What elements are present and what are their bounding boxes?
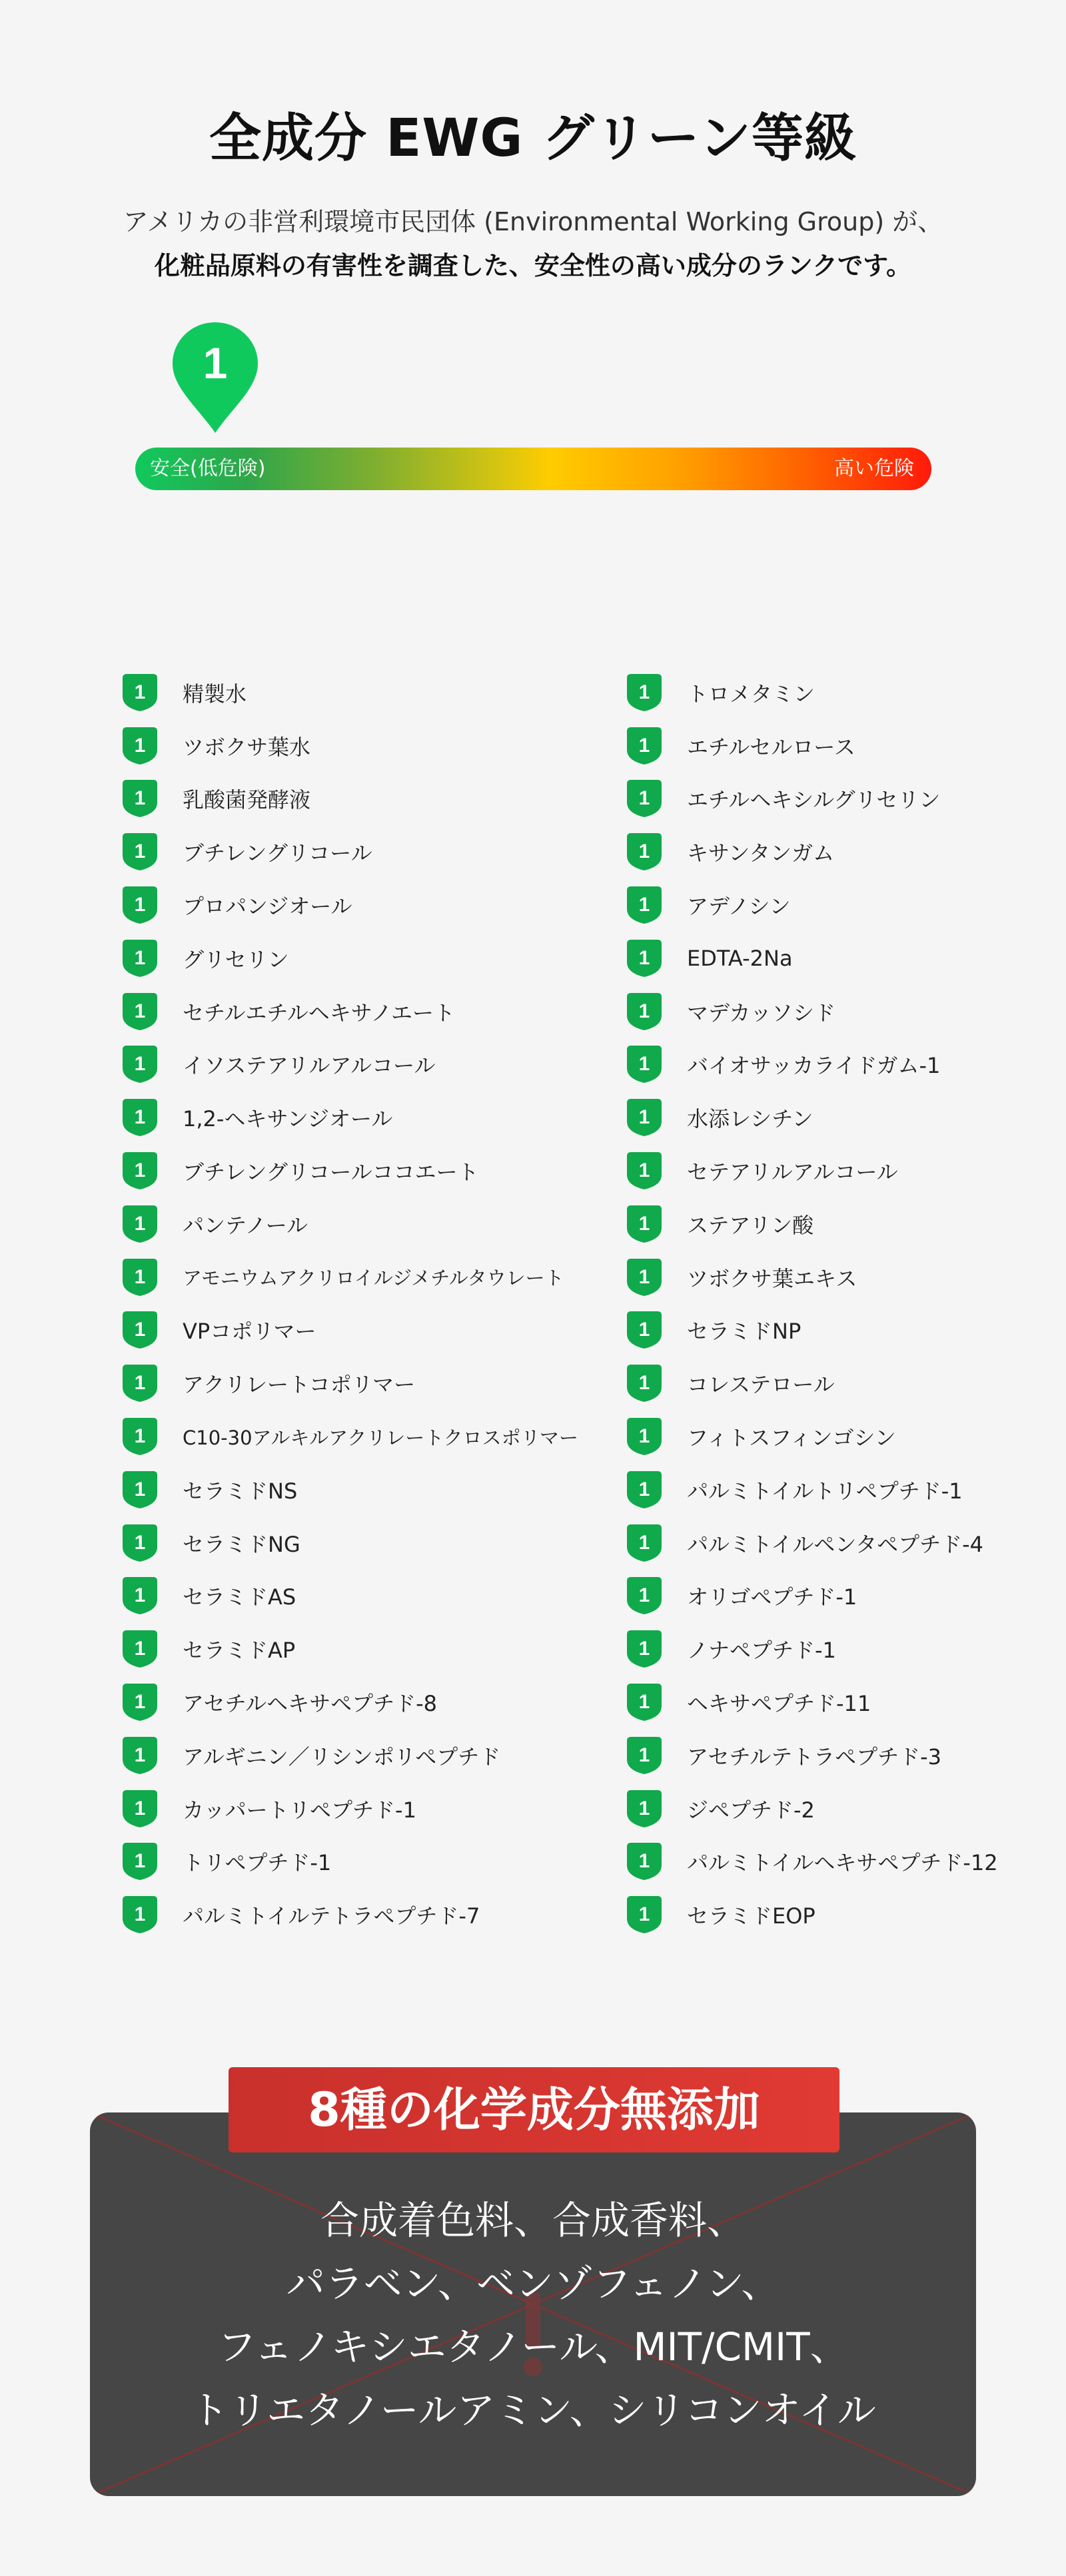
grade-badge-value: 1	[134, 946, 146, 969]
ingredient-item	[626, 1782, 1066, 1835]
ingredient-item	[626, 1357, 1066, 1410]
ingredient-item	[121, 1091, 588, 1144]
grade-badge-value: 1	[134, 1744, 146, 1766]
ingredient-item	[626, 1091, 1066, 1144]
grade-badge-icon	[121, 726, 159, 766]
grade-badge-value: 1	[134, 1319, 146, 1341]
free-from-line: 合成着色料、合成香料、	[320, 2198, 746, 2243]
grade-badge-value: 1	[638, 1584, 650, 1607]
intro-line-1: アメリカの非営利環境市民団体 (Environmental Working Group) が、	[123, 207, 943, 236]
map-pin-icon	[171, 321, 259, 434]
grade-badge-value: 1	[134, 1053, 146, 1076]
grade-badge-icon	[626, 673, 663, 713]
grade-badge-value: 1	[134, 1212, 146, 1235]
grade-badge-icon	[626, 1523, 663, 1563]
ingredient-name: トロメタミン	[687, 681, 815, 707]
grade-badge-value: 1	[134, 840, 146, 863]
ingredient-item	[121, 1304, 588, 1357]
grade-badge-value: 1	[638, 1797, 650, 1819]
ingredient-name: セチルエチルヘキサノエート	[183, 1000, 455, 1026]
grade-badge-icon	[121, 885, 159, 925]
ingredient-name: エチルセルロース	[687, 734, 855, 760]
ingredient-item	[626, 985, 1066, 1038]
grade-badge-icon	[121, 832, 159, 872]
grade-badge-icon	[626, 726, 663, 766]
grade-badge-icon	[626, 1151, 663, 1191]
grade-badge-value: 1	[638, 1478, 650, 1500]
ingredient-name: ヘキサペプチド-11	[687, 1691, 871, 1717]
ingredient-name: パルミトイルテトラペプチド-7	[183, 1903, 480, 1929]
grade-badge-value: 1	[134, 1691, 146, 1714]
ingredient-name: セラミドNS	[183, 1478, 298, 1504]
grade-badge-value: 1	[638, 1425, 650, 1448]
grade-badge-value: 1	[134, 1584, 146, 1607]
grade-badge-value: 1	[134, 734, 146, 757]
ingredient-name: パルミトイルペンタペプチド-4	[687, 1531, 984, 1557]
grade-badge-icon	[626, 1098, 663, 1137]
ingredient-name: ブチレングリコールココエート	[183, 1159, 479, 1185]
grade-marker	[171, 321, 259, 409]
ingredient-item	[121, 985, 588, 1038]
grade-badge-value: 1	[638, 734, 650, 757]
ingredient-item	[626, 1038, 1066, 1092]
grade-badge-value: 1	[134, 1425, 146, 1448]
grade-badge-icon	[121, 673, 159, 713]
scale-safe-label: 安全(低危険)	[150, 457, 266, 480]
grade-badge-icon	[121, 1576, 159, 1616]
grade-badge-icon	[121, 1257, 159, 1297]
ingredient-name: トリペプチド-1	[183, 1850, 332, 1876]
grade-badge-value: 1	[638, 946, 650, 969]
grade-badge-value: 1	[638, 894, 650, 916]
ingredient-name: ツボクサ葉水	[183, 734, 311, 760]
ingredient-item	[626, 773, 1066, 826]
ingredient-item	[626, 1144, 1066, 1197]
ingredient-item	[626, 932, 1066, 985]
ingredient-item	[626, 1729, 1066, 1782]
ingredient-name: C10-30アルキルアクリレートクロスポリマー	[183, 1426, 579, 1449]
grade-badge-icon	[121, 1310, 159, 1350]
grade-badge-icon	[626, 1417, 663, 1456]
grade-badge-icon	[626, 1789, 663, 1829]
intro-line-2: 化粧品原料の有害性を調査した、安全性の高い成分のランクです。	[154, 251, 912, 280]
ingredient-item	[626, 1835, 1066, 1889]
ingredient-name: VPコポリマー	[183, 1319, 316, 1345]
grade-badge-icon	[121, 1629, 159, 1669]
ingredient-name: セラミドAS	[183, 1584, 296, 1610]
ingredient-item	[121, 719, 588, 773]
ingredient-item	[121, 666, 588, 719]
ingredient-name: アデノシン	[687, 894, 791, 920]
grade-badge-value: 1	[638, 1744, 650, 1766]
ingredient-name: アモニウムアクリロイルジメチルタウレート	[183, 1267, 564, 1290]
ingredient-item	[121, 1676, 588, 1729]
ingredient-name: セラミドNG	[183, 1531, 300, 1557]
ingredient-name: セテアリルアルコール	[687, 1159, 898, 1185]
grade-badge-icon	[626, 832, 663, 872]
ingredient-name: アセチルヘキサペプチド-8	[183, 1691, 437, 1717]
ingredient-name: パルミトイルトリペプチド-1	[687, 1478, 963, 1504]
ingredient-name: 1,2-ヘキサンジオール	[183, 1106, 393, 1132]
ingredient-name: ステアリン酸	[687, 1212, 814, 1238]
free-from-line: トリエタノールアミン、シリコンオイル	[190, 2388, 876, 2433]
grade-badge-icon	[626, 1629, 663, 1669]
ingredient-name: オリゴペプチド-1	[687, 1584, 857, 1610]
grade-badge-value: 1	[638, 787, 650, 810]
grade-badge-icon	[121, 992, 159, 1032]
grade-badge-value: 1	[134, 681, 146, 703]
grade-badge-value: 1	[638, 1159, 650, 1182]
ingredient-name: イソステアリルアルコール	[183, 1053, 436, 1079]
ingredient-name: マデカッソシド	[687, 1000, 836, 1026]
grade-badge-icon	[121, 1895, 159, 1935]
ingredient-item	[626, 1888, 1066, 1941]
ingredient-name: ブチレングリコール	[183, 840, 372, 866]
ingredient-item	[121, 1357, 588, 1410]
page-title: 全成分 EWG グリーン等級	[209, 109, 857, 168]
ingredient-item	[626, 1251, 1066, 1304]
ingredient-item	[626, 1304, 1066, 1357]
grade-badge-value: 1	[638, 1903, 650, 1926]
grade-badge-value: 1	[134, 1265, 146, 1288]
ingredient-name: セラミドAP	[183, 1638, 296, 1664]
grade-badge-icon	[626, 1682, 663, 1722]
ingredient-name: セラミドNP	[687, 1319, 801, 1345]
grade-badge-value: 1	[638, 840, 650, 863]
grade-badge-icon	[626, 1576, 663, 1616]
grade-badge-icon	[626, 1204, 663, 1244]
grade-badge-icon	[626, 1044, 663, 1084]
ingredient-name: パルミトイルヘキサペプチド-12	[687, 1850, 998, 1876]
grade-badge-icon	[121, 1470, 159, 1510]
ingredient-name: 精製水	[183, 681, 247, 707]
ingredient-name: カッパートリペプチド-1	[183, 1797, 416, 1823]
grade-badge-value: 1	[134, 1903, 146, 1926]
ingredient-item	[121, 1888, 588, 1941]
ingredient-item	[121, 1197, 588, 1251]
ingredient-item	[121, 1835, 588, 1889]
grade-badge-icon	[121, 1151, 159, 1191]
grade-badge-icon	[626, 779, 663, 818]
ingredient-item	[121, 1038, 588, 1092]
grade-badge-value: 1	[134, 1106, 146, 1129]
grade-badge-icon	[121, 1682, 159, 1722]
grade-badge-icon	[626, 938, 663, 978]
grade-badge-value: 1	[638, 1000, 650, 1022]
grade-badge-icon	[626, 1470, 663, 1510]
ingredient-name: グリセリン	[183, 946, 289, 972]
grade-badge-value: 1	[134, 787, 146, 810]
ingredient-item	[121, 1516, 588, 1570]
ingredient-item	[626, 1622, 1066, 1676]
ingredient-item	[121, 1251, 588, 1304]
grade-badge-icon	[121, 1417, 159, 1456]
ingredient-column-left	[121, 666, 588, 1941]
grade-badge-icon	[626, 1736, 663, 1775]
ingredient-item	[626, 878, 1066, 932]
ingredient-name: フィトスフィンゴシン	[687, 1425, 896, 1451]
grade-badge-icon	[121, 1789, 159, 1829]
ingredient-name: バイオサッカライドガム-1	[687, 1053, 941, 1079]
grade-badge-icon	[626, 1310, 663, 1350]
grade-badge-value: 1	[134, 1797, 146, 1819]
ingredient-name: プロパンジオール	[183, 894, 352, 920]
ingredient-item	[121, 1570, 588, 1623]
ingredient-name: ジペプチド-2	[687, 1797, 815, 1823]
ingredient-name: アルギニン／リシンポリペプチド	[183, 1744, 501, 1770]
ingredient-name: エチルヘキシルグリセリン	[687, 787, 941, 813]
grade-badge-icon	[121, 779, 159, 818]
ingredient-item	[626, 1197, 1066, 1251]
ingredient-item	[121, 1782, 588, 1835]
ingredient-name: 乳酸菌発酵液	[183, 787, 311, 813]
ingredient-name: パンテノール	[183, 1212, 308, 1238]
grade-badge-value: 1	[134, 1531, 146, 1554]
ewg-scale-bar	[135, 448, 931, 490]
ingredient-item	[626, 666, 1066, 719]
grade-badge-value: 1	[134, 1000, 146, 1022]
grade-badge-icon	[626, 992, 663, 1032]
ingredient-name: ノナペプチド-1	[687, 1638, 836, 1664]
grade-badge-value: 1	[134, 1850, 146, 1873]
grade-badge-icon	[121, 1204, 159, 1244]
ingredient-item	[626, 1463, 1066, 1516]
grade-badge-value: 1	[638, 1372, 650, 1395]
grade-badge-icon	[121, 1098, 159, 1137]
free-from-list	[90, 2189, 976, 2442]
grade-badge-icon	[626, 885, 663, 925]
ingredient-name: EDTA-2Na	[687, 945, 793, 971]
grade-badge-value: 1	[638, 1319, 650, 1341]
grade-badge-value: 1	[134, 1159, 146, 1182]
free-from-line: パラベン、ベンゾフェノン、	[286, 2261, 780, 2306]
grade-badge-icon	[626, 1841, 663, 1881]
ingredient-item	[626, 1410, 1066, 1463]
grade-badge-value: 1	[638, 1106, 650, 1129]
ingredient-item	[121, 825, 588, 878]
free-from-headline: 8種の化学成分無添加	[229, 2067, 839, 2152]
ingredient-item	[626, 1570, 1066, 1623]
ingredient-item	[121, 1622, 588, 1676]
grade-badge-icon	[626, 1895, 663, 1935]
ingredient-name: ツボクサ葉エキス	[687, 1265, 857, 1291]
grade-badge-value: 1	[638, 1691, 650, 1714]
ingredient-item	[121, 1144, 588, 1197]
ingredient-item	[121, 1410, 588, 1463]
grade-badge-value: 1	[638, 681, 650, 703]
grade-badge-icon	[626, 1257, 663, 1297]
ingredient-name: アクリレートコポリマー	[183, 1372, 416, 1398]
grade-badge-icon	[121, 1044, 159, 1084]
ingredient-item	[121, 878, 588, 932]
grade-badge-icon	[121, 938, 159, 978]
ingredient-name: コレステロール	[687, 1372, 835, 1398]
grade-badge-icon	[121, 1523, 159, 1563]
grade-badge-value: 1	[638, 1850, 650, 1873]
grade-badge-value: 1	[134, 1372, 146, 1395]
grade-badge-icon	[121, 1736, 159, 1775]
ingredient-item	[121, 1463, 588, 1516]
ingredient-item	[121, 773, 588, 826]
ingredient-item	[626, 719, 1066, 773]
grade-marker-value: 1	[203, 338, 228, 388]
grade-badge-value: 1	[638, 1638, 650, 1660]
grade-badge-value: 1	[638, 1531, 650, 1554]
ingredient-item	[121, 932, 588, 985]
grade-badge-icon	[626, 1363, 663, 1403]
ingredient-item	[626, 1516, 1066, 1570]
free-from-panel	[90, 2112, 976, 2496]
grade-badge-value: 1	[638, 1212, 650, 1235]
ingredient-item	[626, 825, 1066, 878]
grade-badge-icon	[121, 1841, 159, 1881]
free-from-line: フェノキシエタノール、MIT/CMIT、	[217, 2324, 849, 2370]
ingredient-name: セラミドEOP	[687, 1903, 815, 1929]
ingredient-item	[121, 1729, 588, 1782]
scale-high-label: 高い危険	[834, 457, 914, 480]
grade-badge-value: 1	[134, 1478, 146, 1500]
grade-badge-value: 1	[134, 1638, 146, 1660]
grade-badge-value: 1	[134, 894, 146, 916]
ingredient-name: 水添レシチン	[687, 1106, 813, 1132]
ingredient-name: アセチルテトラペプチド-3	[687, 1744, 941, 1770]
grade-badge-value: 1	[638, 1053, 650, 1076]
ingredient-item	[626, 1676, 1066, 1729]
ingredient-name: キサンタンガム	[687, 840, 835, 866]
ingredient-column-right	[626, 666, 1066, 1941]
grade-badge-icon	[121, 1363, 159, 1403]
grade-badge-value: 1	[638, 1265, 650, 1288]
